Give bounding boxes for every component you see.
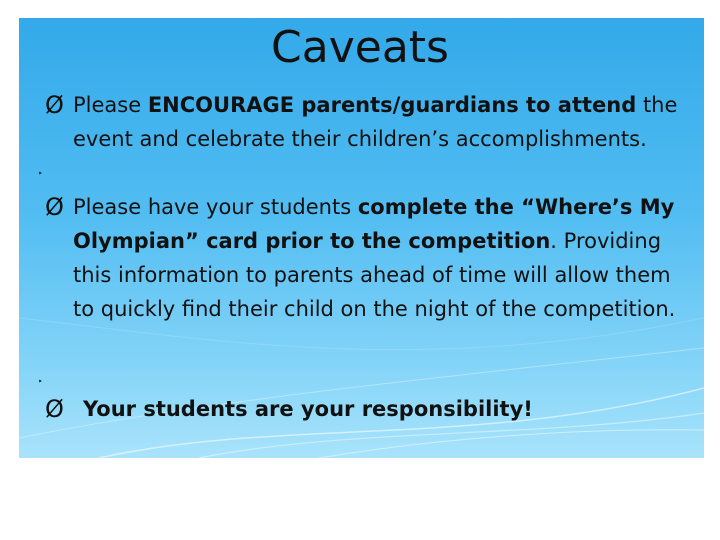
bullet-text bbox=[73, 88, 698, 156]
bullet-arrow-icon: Ø bbox=[45, 193, 64, 221]
small-bullet-icon: ‣ bbox=[38, 169, 43, 178]
bullet-text bbox=[83, 392, 698, 426]
bullet-text bbox=[73, 190, 698, 326]
bullet-arrow-icon: Ø bbox=[45, 395, 64, 423]
bullet-segment: the event and celebrate their children’s accomplishments. bbox=[73, 93, 678, 151]
bullet-segment: . Providing this information to parents ahead of time will allow them to quickly find their child on the night of the competition. bbox=[73, 229, 676, 321]
bullet-segment: Please bbox=[73, 93, 148, 117]
slide-title: Caveats bbox=[271, 22, 449, 73]
small-bullet-icon: ‣ bbox=[38, 377, 43, 386]
bullet-arrow-icon: Ø bbox=[45, 91, 64, 119]
bullet-segment: Please have your students bbox=[73, 195, 358, 219]
bullet-bold-segment: Your students are your responsibility! bbox=[83, 397, 533, 421]
bullet-bold-segment: complete the “Where’s My Olympian” card prior to the competition bbox=[73, 195, 675, 253]
bullet-bold-segment: ENCOURAGE parents/guardians to attend bbox=[147, 93, 637, 117]
